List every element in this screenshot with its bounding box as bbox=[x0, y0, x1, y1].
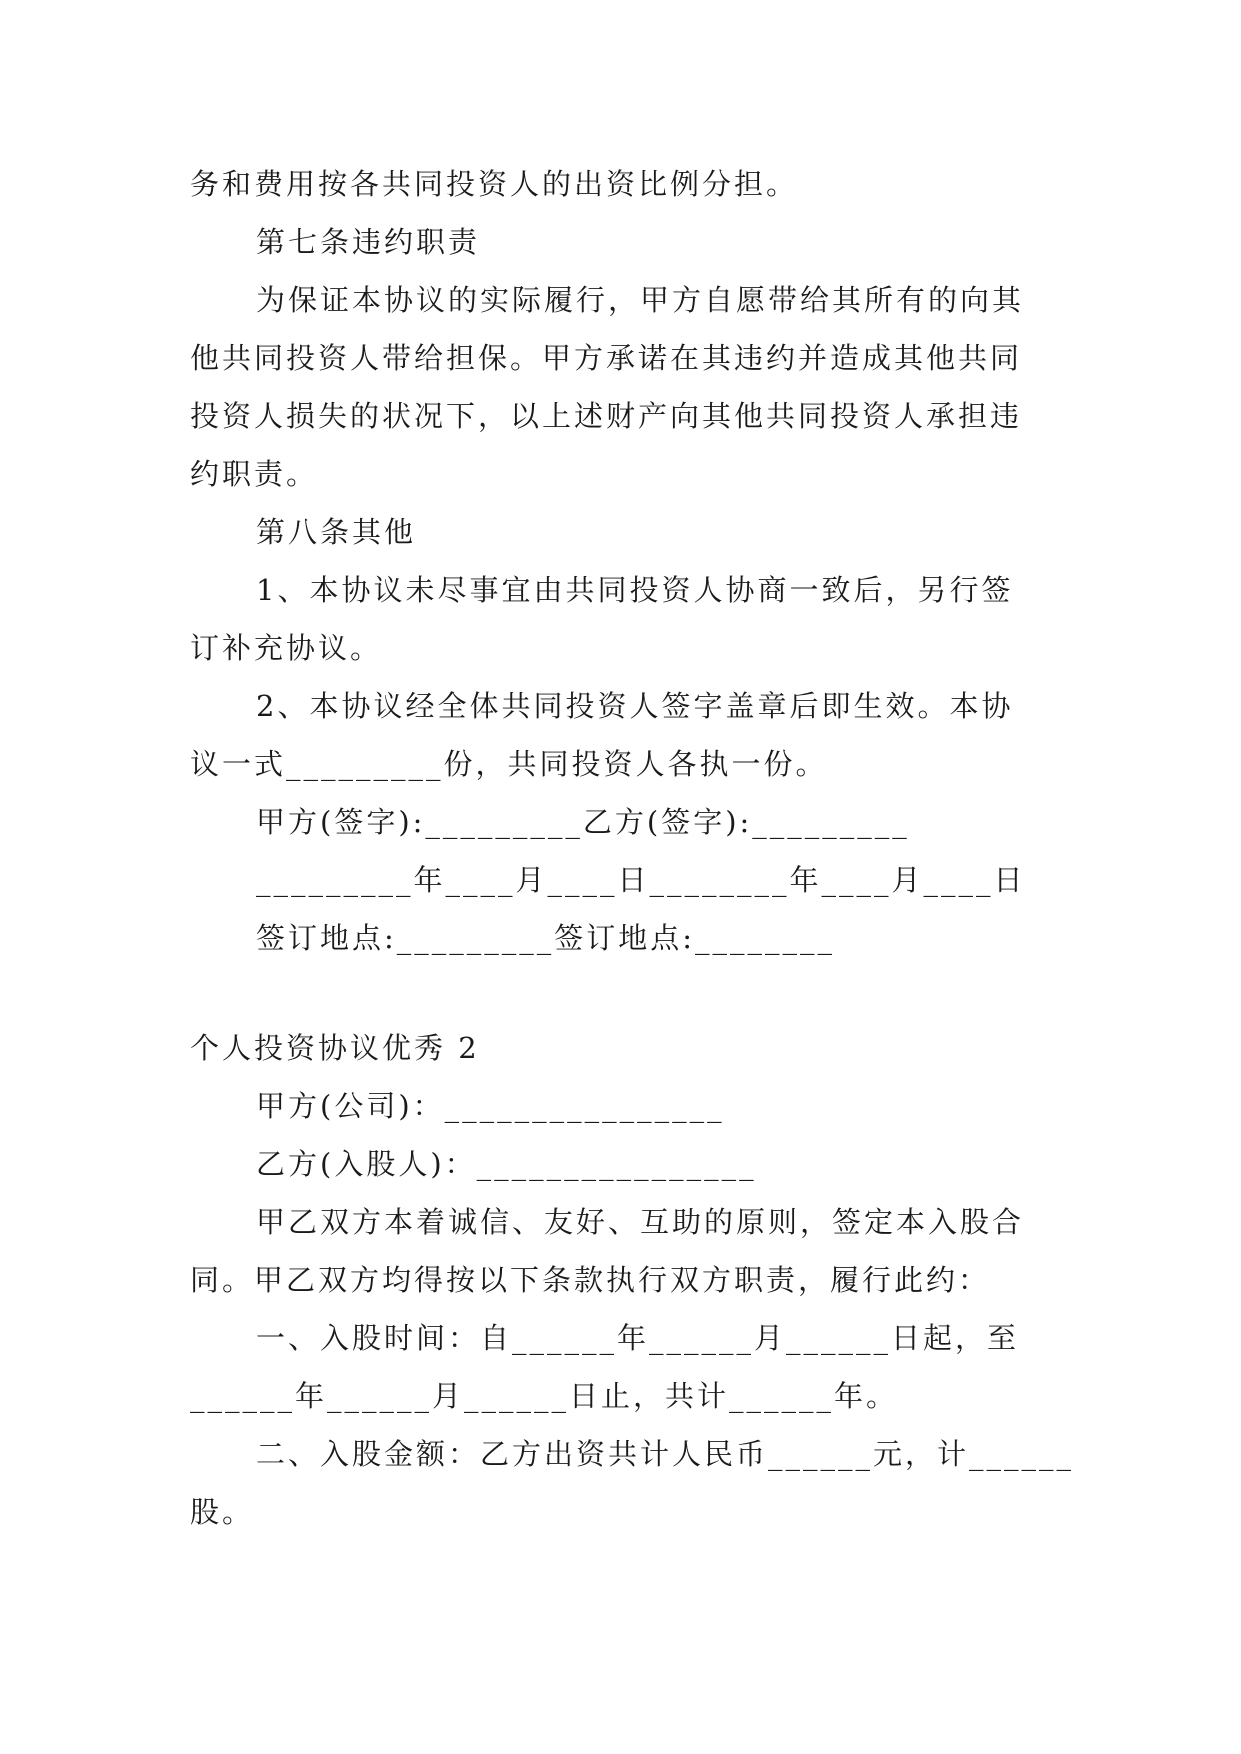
paragraph-line: 股。 bbox=[190, 1495, 255, 1529]
section-title: 个人投资协议优秀 2 bbox=[190, 1031, 480, 1065]
paragraph-line: 二、入股金额：乙方出资共计人民币______元，计______ bbox=[256, 1437, 1075, 1471]
section-2 bbox=[190, 1077, 1075, 1541]
document-page bbox=[190, 155, 1075, 1541]
section-1 bbox=[190, 155, 1050, 967]
paragraph-line: 第七条违约职责 bbox=[256, 225, 481, 259]
paragraph-line: 签订地点:_________签订地点:________ bbox=[256, 921, 836, 955]
paragraph-line: 投资人损失的状况下，以上述财产向其他共同投资人承担违 bbox=[190, 399, 1023, 433]
paragraph-line: 订补充协议。 bbox=[190, 631, 383, 665]
paragraph-line: ______年______月______日止，共计______年。 bbox=[190, 1379, 899, 1413]
paragraph-line: 甲乙双方本着诚信、友好、互助的原则，签定本入股合 bbox=[256, 1205, 1025, 1239]
paragraph-line: _________年____月____日________年____月____日 bbox=[256, 863, 1026, 897]
paragraph-line: 乙方(入股人)：________________ bbox=[256, 1147, 757, 1181]
paragraph-line: 第八条其他 bbox=[256, 515, 417, 549]
paragraph-line: 1、本协议未尽事宜由共同投资人协商一致后，另行签 bbox=[256, 573, 1014, 607]
paragraph-line: 甲方(签字):_________乙方(签字):_________ bbox=[256, 805, 910, 839]
paragraph-line: 约职责。 bbox=[190, 457, 319, 491]
paragraph-line: 为保证本协议的实际履行，甲方自愿带给其所有的向其 bbox=[256, 283, 1025, 317]
paragraph-line: 同。甲乙双方均得按以下条款执行双方职责，履行此约： bbox=[190, 1263, 991, 1297]
paragraph-line: 甲方(公司)：________________ bbox=[256, 1089, 725, 1123]
section-gap bbox=[190, 967, 1050, 1019]
paragraph-line: 务和费用按各共同投资人的出资比例分担。 bbox=[190, 167, 799, 201]
paragraph-line: 2、本协议经全体共同投资人签字盖章后即生效。本协 bbox=[256, 689, 1014, 723]
paragraph-line: 他共同投资人带给担保。甲方承诺在其违约并造成其他共同 bbox=[190, 341, 1023, 375]
paragraph-line: 一、入股时间：自______年______月______日起，至 bbox=[256, 1321, 1020, 1355]
paragraph-line: 议一式_________份，共同投资人各执一份。 bbox=[190, 747, 828, 781]
